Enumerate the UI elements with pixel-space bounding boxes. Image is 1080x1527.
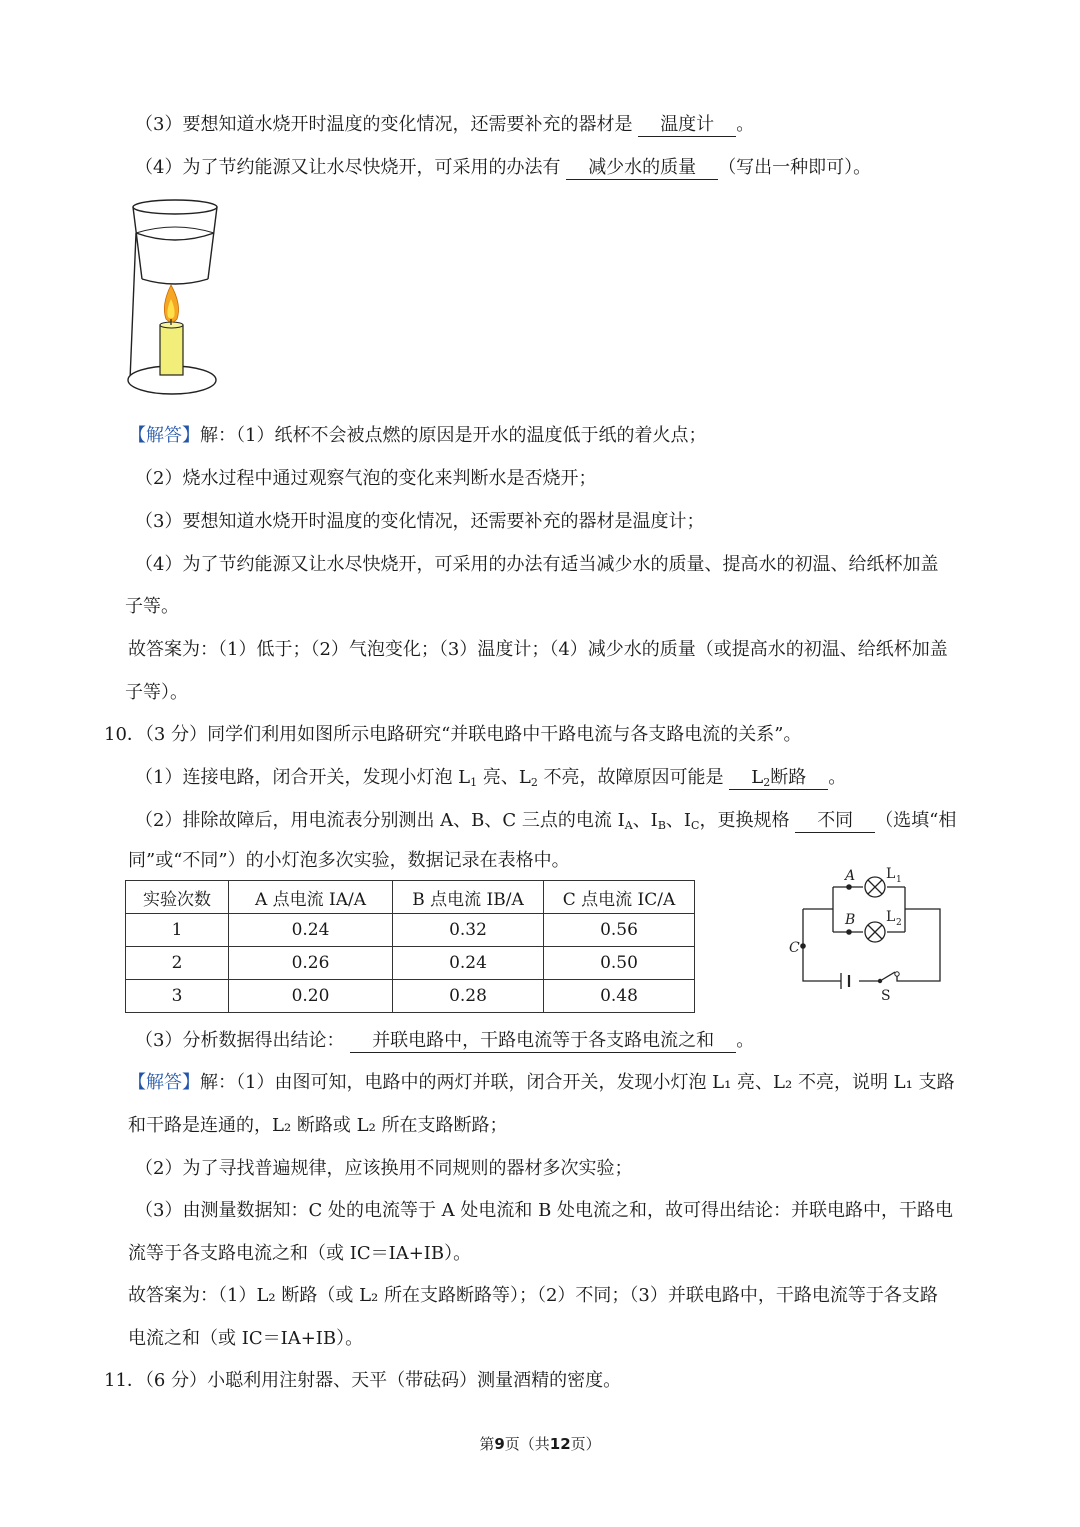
table-cell: 0.32 [393,914,544,947]
table-cell: 0.50 [544,947,695,980]
table-cell: 0.56 [544,914,695,947]
table-cell: 3 [126,980,229,1013]
q10-answer-line1: 故答案为：（1）L₂ 断路（或 L₂ 所在支路断路等）；（2）不同；（3）并联电路中，干路电流等于各支路 [128,1285,938,1306]
table-row [126,914,695,947]
q9-part3-answer: 温度计 [638,114,736,137]
table-header-cell: A 点电流 IA/A [229,881,393,914]
parallel-circuit-diagram [785,862,950,1007]
table-header-row [126,881,695,914]
circuit-label-s: S [881,988,891,1004]
q10-answer-line2: 电流之和（或 IC＝IA+IB）。 [128,1328,364,1349]
table-row [126,980,695,1013]
q10-solution-line3: （2）为了寻找普遍规律，应该换用不同规则的器材多次实验； [135,1158,633,1179]
table-header-cell: 实验次数 [126,881,229,914]
q9-solution-line3: （3）要想知道水烧开时温度的变化情况，还需要补充的器材是温度计； [135,511,705,532]
table-header-cell: B 点电流 IB/A [393,881,544,914]
solution-tag: 【解答】 [128,1072,200,1093]
circuit-label-b: B [845,912,856,928]
q9-answer-line-b: 子等）。 [125,682,188,703]
page-total: 12 [549,1435,571,1453]
table-cell: 0.24 [393,947,544,980]
page-footer: 第9页（共12页） [479,1435,601,1453]
page-number: 9 [494,1435,505,1453]
q10-solution-line5: 流等于各支路电流之和（或 IC＝IA+IB）。 [128,1243,472,1264]
q10-part2-line2: 同”或“不同”）的小灯泡多次实验，数据记录在表格中。 [128,850,570,871]
q10-header: 10．（3 分）同学们利用如图所示电路研究“并联电路中干路电流与各支路电流的关系”。 [104,724,802,745]
q10-solution-line4: （3）由测量数据知：C 处的电流等于 A 处电流和 B 处电流之和，故可得出结论：并联电路中，干路电 [135,1200,954,1221]
q9-solution-line1: 【解答】解：（1）纸杯不会被点燃的原因是开水的温度低于纸的着火点； [128,425,707,446]
solution-tag: 【解答】 [128,425,200,446]
table-cell: 0.26 [229,947,393,980]
circuit-label-l: L [886,866,896,882]
circuit-label-sub-2: 2 [896,918,902,928]
circuit-label-l: L [886,909,896,925]
current-data-table [125,880,695,1013]
circuit-label-sub-1: 1 [896,875,902,885]
q9-part3: （3）要想知道水烧开时温度的变化情况，还需要补充的器材是 温度计 。 [135,114,755,135]
q9-answer-line-a: 故答案为：（1）低于；（2）气泡变化；（3）温度计；（4）减少水的质量（或提高水的初温、给纸杯加盖 [128,639,948,660]
table-cell: 1 [126,914,229,947]
q9-solution-line2: （2）烧水过程中通过观察气泡的变化来判断水是否烧开； [135,468,597,489]
q10-solution-line1: 【解答】解：（1）由图可知，电路中的两灯并联，闭合开关，发现小灯泡 L₁ 亮、L₂ 不亮，说明 L₁ 支路 [128,1072,955,1093]
q9-part4: （4）为了节约能源又让水尽快烧开，可采用的办法有 减少水的质量 （写出一种即可）。 [135,157,872,178]
q10-part3: （3）分析数据得出结论： 并联电路中，干路电流等于各支路电流之和 。 [135,1030,755,1051]
table-cell: 0.24 [229,914,393,947]
q10-part2-answer: 不同 [795,810,875,833]
q10-part2: （2）排除故障后，用电流表分别测出 A、B、C 三点的电流 $I_A$、$I_B$、$I_C$，更换规格 不同 （选填“相 [135,810,957,832]
circuit-label-c: C [789,940,800,956]
paper-cup-candle-figure [120,195,230,410]
table-header-cell: C 点电流 IC/A [544,881,695,914]
q11-header: 11．（6 分）小聪利用注射器、天平（带砝码）测量酒精的密度。 [104,1370,622,1391]
q9-solution-line4b: 子等。 [125,596,179,617]
q10-part3-answer: 并联电路中，干路电流等于各支路电流之和 [350,1030,736,1053]
table-cell: 0.48 [544,980,695,1013]
q9-part4-answer: 减少水的质量 [566,157,718,180]
table-row [126,947,695,980]
q9-solution-line4a: （4）为了节约能源又让水尽快烧开，可采用的办法有适当减少水的质量、提高水的初温、给纸杯加盖 [135,554,939,575]
table-cell: 2 [126,947,229,980]
q10-part1: （1）连接电路，闭合开关，发现小灯泡 $L_1$ 亮、$L_2$ 不亮，故障原因可能是 $L_2$断路 。 [135,767,847,789]
table-cell: 0.20 [229,980,393,1013]
q10-solution-line2: 和干路是连通的，L₂ 断路或 L₂ 所在支路断路； [128,1115,508,1136]
circuit-label-a: A [845,868,856,884]
q10-part1-answer: $L_2$断路 [729,767,828,790]
table-cell: 0.28 [393,980,544,1013]
